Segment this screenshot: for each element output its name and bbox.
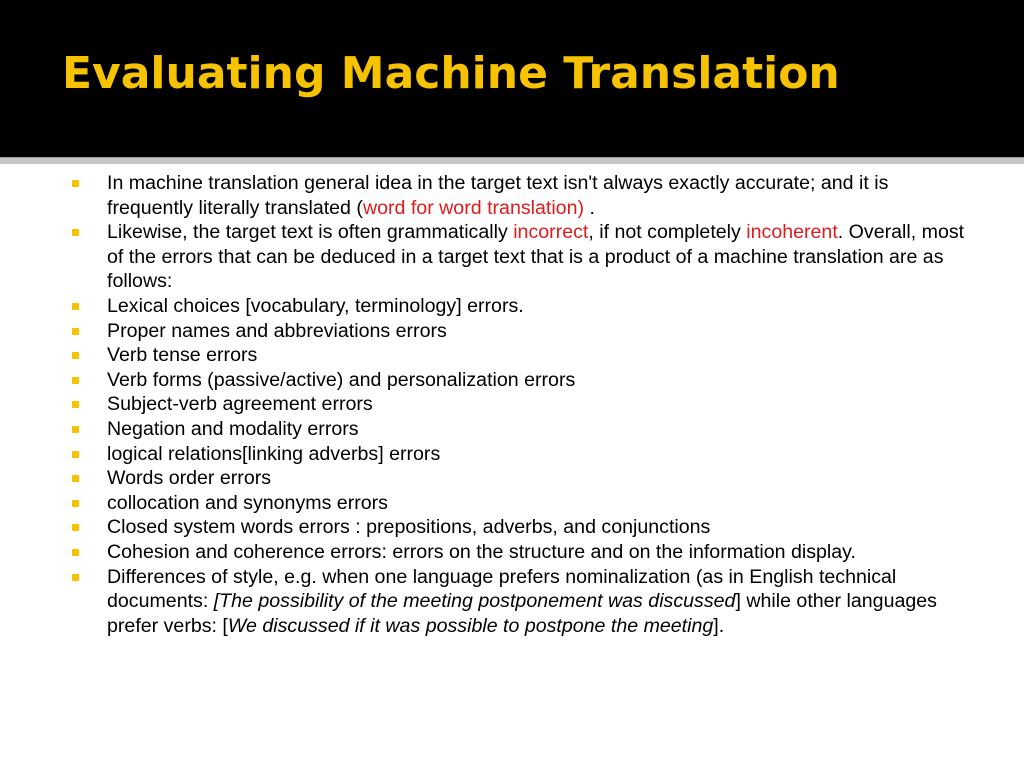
bullet-text: . Overall, most of the errors that can be deduced in a target text that is a product of a machine translation are as follows: [107, 221, 965, 293]
bullet-text: ] while other languages prefer verbs: [ [107, 590, 937, 637]
title-bar [0, 0, 1024, 157]
square-bullet-icon [72, 401, 79, 408]
bullet-text: Proper names and abbreviations errors [107, 319, 447, 342]
bullet-text: In machine translation general idea in the target text isn't always exactly accurate; and it is frequently literally translated ( [107, 172, 889, 219]
italic-example: We discussed if it was possible to postpone the meeting [227, 614, 714, 637]
square-bullet-icon [72, 377, 79, 384]
square-bullet-icon [72, 574, 79, 581]
bullet-text: Verb forms (passive/active) and personalization errors [107, 368, 576, 391]
bullet-list [72, 171, 972, 638]
highlighted-text: incorrect [513, 221, 589, 244]
bullet-item [72, 171, 972, 220]
bullet-item [72, 392, 972, 417]
bullet-item [72, 343, 972, 368]
bullet-text: logical relations[linking adverbs] errors [107, 442, 441, 465]
italic-example: [The possibility of the meeting postponement was discussed [213, 590, 736, 613]
bullet-item [72, 515, 972, 540]
square-bullet-icon [72, 475, 79, 482]
square-bullet-icon [72, 451, 79, 458]
bullet-item [72, 442, 972, 467]
bullet-text: Subject-verb agreement errors [107, 393, 373, 416]
bullet-item [72, 565, 972, 639]
bullet-text: Words order errors [107, 467, 272, 490]
bullet-text: Differences of style, e.g. when one language prefers nominalization (as in English technical documents: [107, 565, 897, 613]
bullet-text: Likewise, the target text is often grammatically [107, 221, 514, 244]
bullet-text: ]. [713, 614, 725, 637]
bullet-item [72, 540, 972, 565]
square-bullet-icon [72, 303, 79, 310]
bullet-item [72, 220, 972, 294]
square-bullet-icon [72, 549, 79, 556]
bullet-item [72, 417, 972, 442]
bullet-item [72, 319, 972, 344]
bullet-text: , if not completely [588, 221, 747, 244]
bullet-text: Negation and modality errors [107, 417, 359, 440]
square-bullet-icon [72, 328, 79, 335]
bullet-text: Cohesion and coherence errors: errors on the structure and on the information display. [107, 540, 856, 563]
highlighted-text: word for word translation) [362, 196, 584, 219]
bullet-text: Lexical choices [vocabulary, terminology] errors. [107, 294, 524, 317]
bullet-item [72, 466, 972, 491]
square-bullet-icon [72, 500, 79, 507]
bullet-text: Verb tense errors [107, 344, 258, 367]
highlighted-text: incoherent [746, 221, 838, 244]
square-bullet-icon [72, 426, 79, 433]
square-bullet-icon [72, 180, 79, 187]
bullet-text: . [584, 196, 595, 219]
bullet-text: Closed system words errors : prepositions, adverbs, and conjunctions [107, 516, 711, 539]
title-divider [0, 157, 1024, 164]
bullet-item [72, 368, 972, 393]
square-bullet-icon [72, 352, 79, 359]
bullet-item [72, 294, 972, 319]
bullet-text: collocation and synonyms errors [107, 491, 388, 514]
square-bullet-icon [72, 229, 79, 236]
square-bullet-icon [72, 524, 79, 531]
bullet-item [72, 491, 972, 516]
slide-title: Evaluating Machine Translation [62, 48, 840, 99]
